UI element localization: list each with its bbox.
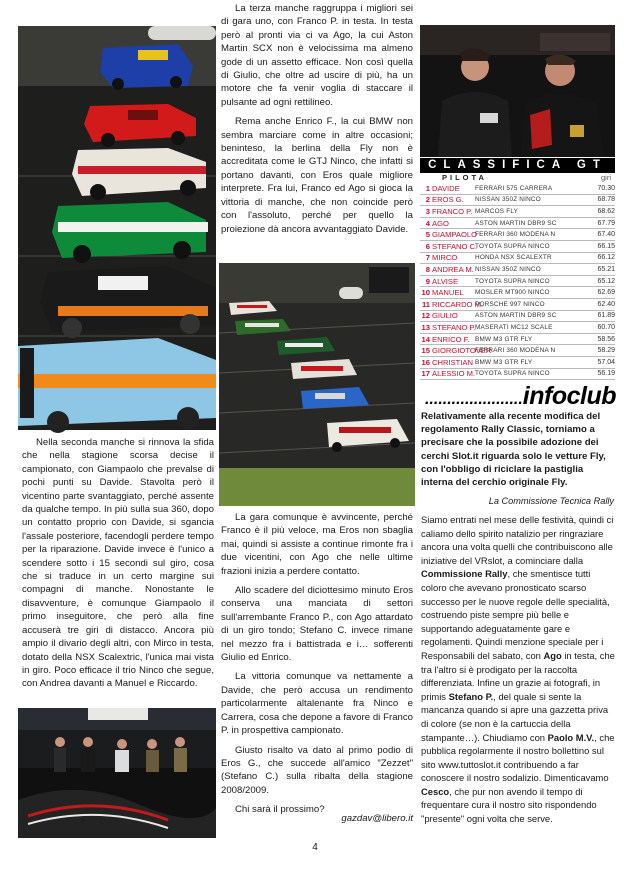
ranking-row bbox=[420, 322, 615, 334]
car-model: MOSLER MT900 NINCO bbox=[475, 289, 550, 297]
rank-position: 11 bbox=[421, 299, 430, 309]
infoclub-highlight: Cesco bbox=[421, 785, 450, 797]
pilot-name: GIULIO bbox=[432, 311, 458, 321]
rank-position: 10 bbox=[421, 288, 430, 298]
car-model: FERRARI 360 MODENA N bbox=[475, 347, 556, 355]
laps-value: 66.15 bbox=[597, 242, 615, 250]
pilot-name: ANDREA M. bbox=[432, 264, 474, 274]
rank-position: 1 bbox=[425, 183, 430, 193]
laps-value: 60.70 bbox=[597, 323, 615, 331]
car-model: FERRARI 360 MODENA N bbox=[475, 231, 556, 239]
laps-value: 62.40 bbox=[597, 300, 615, 308]
rank-position: 9 bbox=[425, 276, 430, 286]
pilot-column-header: PILOTA bbox=[442, 173, 487, 182]
infoclub-highlight: Commissione Rally bbox=[421, 568, 508, 580]
infoclub-highlight: Ago bbox=[543, 649, 562, 661]
article-paragraph: Nella seconda manche si rinnova la sfida che nella stagione scorsa decise il campionato, con Giampaolo che prevalse di pochi punti su Davide. Stavolta però il vicentino parte svantaggiato, perché assente da qualche tempo. In più sulla sua 360, dopo un contatto proprio con Davide, si sgancia l'assale posteriore, facendogli perdere tempo per la riparazione. Davide invece è l'unico a scendere sotto i 15 secondi sul giro, cosa che si traduce in un certo margine sui compagni di manche. Nonostante le disavventure, è comunque Giampaolo il primo inseguitore, che però alla fine accuserà tre giri di distacco. Ancora più ampio il divario degli altri, con Mirco in testa, dotato della NSX Scalextric, l'unica mai vista in giro. Poco efficace il trio Ninco che segue, con Andrea davanti a Manuel e Riccardo. bbox=[22, 437, 214, 690]
car-model: ASTON MARTIN DBR9 SC bbox=[475, 312, 557, 320]
ranking-row bbox=[420, 311, 615, 323]
ranking-row bbox=[420, 206, 615, 218]
author-email: gazdav@libero.it bbox=[341, 813, 413, 824]
pilot-name: ALESSIO M. bbox=[432, 369, 476, 379]
article-column-2-top bbox=[221, 2, 413, 242]
rank-position: 12 bbox=[421, 311, 430, 321]
ranking-row bbox=[420, 287, 615, 299]
pilot-name: EROS G. bbox=[432, 195, 464, 205]
ranking-row bbox=[420, 218, 615, 230]
article-column-2-bottom bbox=[221, 511, 413, 823]
rank-position: 7 bbox=[425, 253, 430, 263]
infoclub-heading bbox=[421, 382, 616, 410]
infoclub-signature: La Commissione Tecnica Rally bbox=[488, 496, 614, 506]
rank-position: 17 bbox=[421, 369, 430, 379]
infoclub-text: , del quale si sente la mancanza quando si apre una gazzetta priva di colore (se non è la cartuccia della stampante…). Chiudiamo con bbox=[421, 690, 609, 743]
article-paragraph: La vittoria comunque va nettamente a Davide, che però accusa un rendimento particolarmente altalenante fra Ninco e Carrera, cosa che depone a favore di Franco P. in prospettiva campionato. bbox=[221, 671, 413, 737]
ranking-row bbox=[420, 299, 615, 311]
pilot-name: FRANCO P. bbox=[432, 206, 473, 216]
car-model: NISSAN 350Z NINCO bbox=[475, 196, 541, 204]
infoclub-text: , che pubblica regolarmente il nostro bollettino sul sito www.tuttoslot.it contribuendo a far conoscere il nostro sodalizio. Dimenticavamo bbox=[421, 731, 615, 784]
infoclub-text: Siamo entrati nel mese delle festività, quindi ci caliamo dello spirito natalizio per ringraziare ancora una volta quelli che contribuiscono alle iniziative del VRslot, a cominciare dalla bbox=[421, 514, 614, 566]
pilot-name: ENRICO F. bbox=[432, 334, 470, 344]
rank-position: 4 bbox=[425, 218, 430, 228]
laps-value: 58.29 bbox=[597, 347, 615, 355]
photo-slot-cars-lineup bbox=[18, 26, 216, 430]
car-model: MARCOS FLY bbox=[475, 207, 519, 215]
laps-value: 65.12 bbox=[597, 277, 615, 285]
pilot-name: STEFANO C. bbox=[432, 241, 478, 251]
ranking-row bbox=[420, 195, 615, 207]
ranking-rows bbox=[420, 183, 615, 380]
car-model: HONDA NSX SCALEXTR bbox=[475, 254, 552, 262]
rank-position: 3 bbox=[425, 206, 430, 216]
infoclub-highlight: Paolo M.V. bbox=[547, 731, 595, 743]
laps-value: 62.69 bbox=[597, 289, 615, 297]
car-model: NISSAN 350Z NINCO bbox=[475, 265, 541, 273]
laps-value: 70.30 bbox=[597, 184, 615, 192]
car-model: PORSCHE 997 NINCO bbox=[475, 300, 545, 308]
ranking-row bbox=[420, 334, 615, 346]
laps-value: 67.79 bbox=[597, 219, 615, 227]
ranking-row bbox=[420, 241, 615, 253]
infoclub-text: in testa, che tra l'altro si è prodigato per la raccolta differenziata. Infine un grazie ai fotografi, in primis bbox=[421, 649, 615, 702]
rank-position: 8 bbox=[425, 264, 430, 274]
laps-value: 68.62 bbox=[597, 207, 615, 215]
pilot-name: GIORGIOTOVER bbox=[432, 346, 492, 356]
article-paragraph: La terza manche raggruppa i migliori sei di gara uno, con Franco P. in testa. In testa però al pronti via ci va Ago, la cui Aston Martin SCX non è velocissima ma almeno gode di un assetto efficace. Non così quella di Giulio, che oltre ad uscire di più, ha un motore che fa venir voglia di staccare il pulsante ad ogni rettilineo. bbox=[221, 3, 413, 108]
pilot-name: CHRISTIAN bbox=[432, 357, 473, 367]
car-model: BMW M3 GTR FLY bbox=[475, 358, 533, 366]
laps-value: 61.89 bbox=[597, 312, 615, 320]
infoclub-lead: Relativamente alla recente modifica del regolamento Rally Classic, torniamo a precisare che la possibile adozione dei cerchi Slot.it riguarda solo le vetture Fly, con l'obbligo di riciclare la pastiglia interna del cerchio originale Fly. bbox=[421, 411, 606, 489]
article-column-1 bbox=[22, 436, 214, 697]
laps-value: 57.04 bbox=[597, 358, 615, 366]
photo-drivers-at-track bbox=[18, 708, 216, 838]
infoclub-highlight: Stefano P. bbox=[448, 690, 494, 702]
pilot-name: MIRCO bbox=[432, 253, 458, 263]
rank-position: 6 bbox=[425, 241, 430, 251]
rank-position: 13 bbox=[421, 322, 430, 332]
pilot-name: STEFANO P. bbox=[432, 322, 476, 332]
car-model: BMW M3 GTR FLY bbox=[475, 335, 533, 343]
rank-position: 16 bbox=[421, 357, 430, 367]
ranking-row bbox=[420, 276, 615, 288]
laps-value: 66.12 bbox=[597, 254, 615, 262]
car-model: ASTON MARTIN DBR9 SC bbox=[475, 219, 557, 227]
laps-value: 58.56 bbox=[597, 335, 615, 343]
car-model: TOYOTA SUPRA NINCO bbox=[475, 277, 550, 285]
article-paragraph: Chi sarà il prossimo? bbox=[235, 804, 325, 816]
pilot-name: MANUEL bbox=[432, 288, 464, 298]
infoclub-text: , che pur non avendo il tempo di frequentare cura il nostro sito rispondendo "presente" ogni volta che serve. bbox=[421, 785, 597, 825]
pilot-name: RICCARDO M. bbox=[432, 299, 484, 309]
rank-position: 2 bbox=[425, 195, 430, 205]
ranking-row bbox=[420, 264, 615, 276]
ranking-row bbox=[420, 183, 615, 195]
rank-position: 15 bbox=[421, 346, 430, 356]
laps-value: 56.19 bbox=[597, 370, 615, 378]
car-model: FERRARI 575 CARRERA bbox=[475, 184, 553, 192]
laps-column-header: giri bbox=[600, 173, 611, 182]
car-model: MASERATI MC12 SCALE bbox=[475, 323, 553, 331]
car-model: TOYOTA SUPRA NINCO bbox=[475, 242, 550, 250]
ranking-row bbox=[420, 369, 615, 381]
ranking-row bbox=[420, 229, 615, 241]
infoclub-body bbox=[421, 513, 616, 826]
laps-value: 67.40 bbox=[597, 231, 615, 239]
pilot-name: GIAMPAOLO bbox=[432, 230, 478, 240]
ranking-header-row bbox=[420, 173, 615, 183]
pilot-name: ALVISE bbox=[432, 276, 459, 286]
article-paragraph: Rema anche Enrico F., la cui BMW non sembra marciare come in altre occasioni; beninteso, la berlina della Fly non è accreditata come le GTJ Ninco, che infatti si portano davanti, con Eros quale migliore interprete. Fra lui, Franco ed Ago si gioca la vittoria di manche, che non coincide però con l'assoluto, perché per quello la proiezione dà ancora avvantaggiato Davide. bbox=[221, 116, 413, 235]
article-paragraph: La gara comunque è avvincente, perché Franco è il più veloce, ma Eros non sbaglia mai, quindi si assiste a continue rimonte fra i due vicentini, con Ago che nelle ultime frazioni inizia a perdere contatto. bbox=[221, 512, 413, 577]
infoclub-text: , che smentisce tutti coloro che avevano pronosticato scarso successo per le nuove regole delle specialità, costruendo piste sempre più belle e supportando adeguatamente gare e regolamenti. Quindi menzione speciale per i Responsabili del sabato, con bbox=[421, 568, 610, 661]
ranking-title: CLASSIFICA GT bbox=[420, 158, 615, 173]
photo-cars-on-track bbox=[219, 263, 415, 506]
ranking-row bbox=[420, 357, 615, 369]
article-paragraph: Allo scadere del diciottesimo minuto Eros conserva una manciata di settori sull'arrembante Franco P., con Ago attardato di un giro tondo; Stefano C. invece rimane nel mezzo fra i battistrada e i… sofferenti Giulio ed Enrico. bbox=[221, 585, 413, 664]
photo-podium-winners bbox=[420, 25, 615, 157]
rank-position: 14 bbox=[421, 334, 430, 344]
ranking-table bbox=[420, 158, 615, 380]
infoclub-title: infoclub bbox=[522, 382, 616, 410]
laps-value: 65.21 bbox=[597, 265, 615, 273]
infoclub-dots: ...................... bbox=[424, 391, 523, 408]
car-model: TOYOTA SUPRA NINCO bbox=[475, 370, 550, 378]
ranking-row bbox=[420, 345, 615, 357]
laps-value: 68.78 bbox=[597, 196, 615, 204]
ranking-row bbox=[420, 253, 615, 265]
pilot-name: DAVIDE bbox=[432, 183, 460, 193]
page-number: 4 bbox=[312, 842, 318, 853]
article-paragraph: Giusto risalto va dato al primo podio di Eros G., che succede all'amico "Zezzet" (Stefano C.) sulla ribalta della stagione 2008/2009. bbox=[221, 744, 413, 796]
pilot-name: AGO bbox=[432, 218, 449, 228]
rank-position: 5 bbox=[425, 230, 430, 240]
